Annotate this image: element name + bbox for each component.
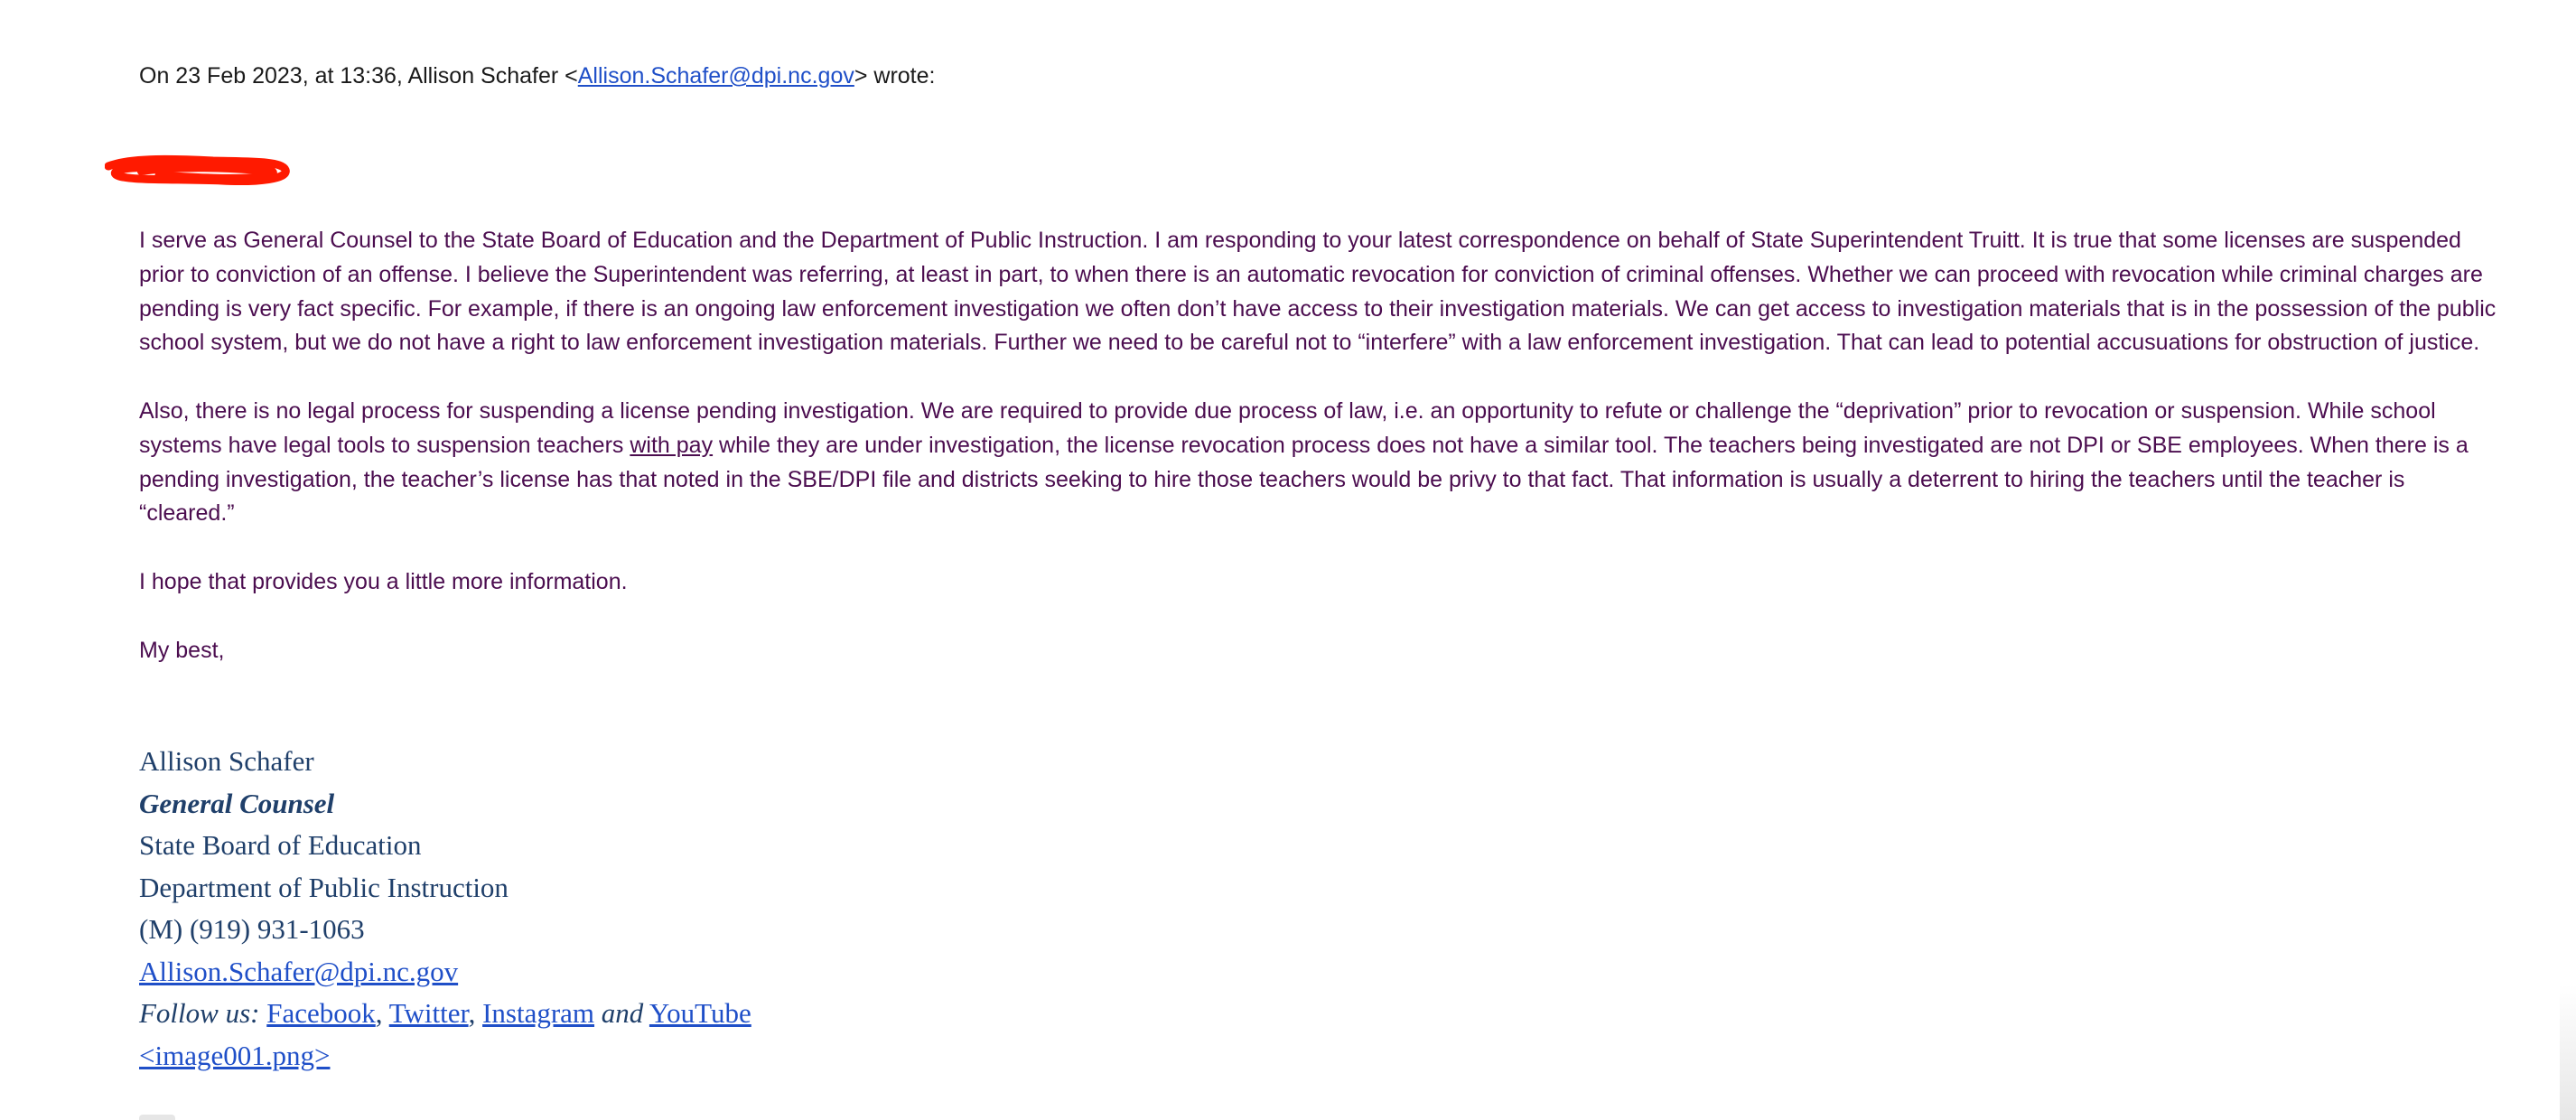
paragraph-3: I hope that provides you a little more information. — [139, 568, 628, 594]
paragraph-2-start: Also, there is no legal process for suspending a license pending investigation. We are required to provide due process of law, i.e. an opportunity to refute or challenge the “deprivation” prior to revocation or suspension. While school systems have legal tools to suspension teachers — [139, 397, 2436, 458]
quote-header-prefix: On 23 Feb 2023, at 13:36, Allison Schafer < — [139, 63, 578, 89]
closing: My best, — [139, 637, 225, 663]
instagram-link[interactable]: Instagram — [482, 997, 595, 1029]
twitter-link[interactable]: Twitter — [388, 997, 469, 1029]
signature-block — [139, 741, 751, 1077]
paragraph-2 — [139, 395, 2506, 531]
signature-email-link[interactable]: Allison.Schafer@dpi.nc.gov — [139, 955, 459, 987]
youtube-link[interactable]: YouTube — [649, 997, 751, 1029]
redaction-scribble — [105, 154, 294, 190]
comma-separator: , — [375, 997, 383, 1029]
signature-org-department: Department of Public Instruction — [139, 871, 509, 903]
paragraph-2-end: while they are under investigation, the license revocation process does not have a similar tool. The teachers being investigated are not DPI or SBE employees. When there is a pending investigation, the teacher’s license has that noted in the SBE/DPI file and districts seeking to hire those teachers would be privy to that fact. That information is usually a deterrent to hiring the teachers until the teacher is “cleared.” — [139, 432, 2469, 527]
partial-element-fragment — [139, 1115, 175, 1120]
scrollbar-shadow — [2560, 985, 2576, 1120]
underlined-with-pay: with pay — [630, 432, 714, 458]
sender-email-link[interactable]: Allison.Schafer@dpi.nc.gov — [577, 63, 854, 89]
signature-name: Allison Schafer — [139, 745, 314, 777]
follow-us-line — [139, 993, 751, 1035]
signature-title: General Counsel — [139, 787, 335, 819]
message-body — [139, 224, 2506, 702]
quote-header — [139, 61, 935, 90]
and-word: and — [601, 997, 644, 1029]
facebook-link[interactable]: Facebook — [266, 997, 376, 1029]
signature-phone: (M) (919) 931-1063 — [139, 913, 365, 945]
signature-org-board: State Board of Education — [139, 829, 422, 861]
quote-header-suffix: > wrote: — [854, 63, 936, 89]
comma-separator: , — [468, 997, 476, 1029]
attachment-link[interactable]: <image001.png> — [139, 1039, 331, 1071]
follow-us-label: Follow us: — [139, 997, 260, 1029]
paragraph-1: I serve as General Counsel to the State Board of Education and the Department of Public Instruction. I am responding to your latest correspondence on behalf of State Superintendent Truitt. It is true that some licenses are suspended prior to conviction of an offense. I believe the Superintendent was referring, at least in part, to when there is an automatic revocation for conviction of criminal offenses. Whether we can proceed with revocation while criminal charges are pending is very fact specific. For example, if there is an ongoing law enforcement investigation we often don’t have access to their investigation materials. We can get access to investigation materials that is in the possession of the public school system, but we do not have a right to law enforcement investigation materials. Further we need to be careful not to “interfere” with a law enforcement investigation. That can lead to potential accusuations for obstruction of justice. — [139, 228, 2497, 356]
